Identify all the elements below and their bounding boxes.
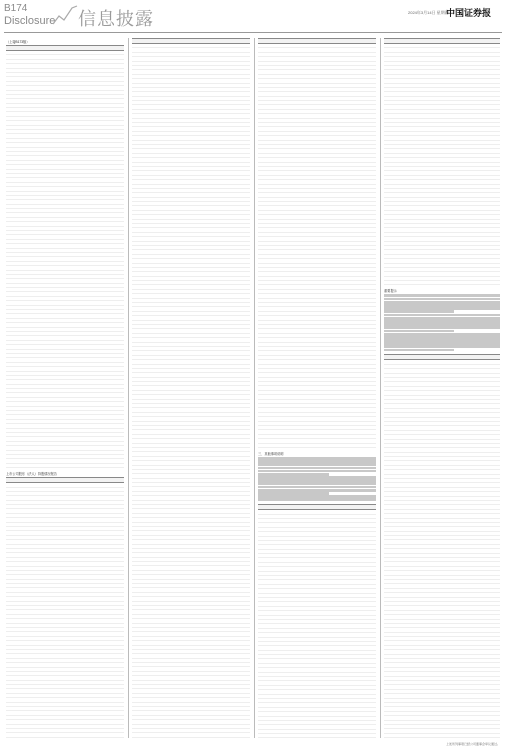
table-body <box>258 44 376 448</box>
issue-date: 2024年3月14日 星期四 <box>408 10 449 15</box>
column-divider <box>380 38 381 738</box>
table-row <box>384 281 500 285</box>
column-1-section-title: 上市公司股东（法人）持股情况报告 <box>6 472 57 477</box>
column-divider <box>254 38 255 738</box>
column-1 <box>6 38 124 738</box>
column-2 <box>132 38 250 738</box>
paragraph-block <box>384 294 500 351</box>
column-4 <box>384 38 500 738</box>
table-body <box>6 483 124 738</box>
table-body <box>384 44 500 285</box>
newspaper-masthead: 中国证券报 <box>446 9 492 19</box>
column-divider <box>128 38 129 738</box>
column-3-section-title: 三、其他事项说明 <box>258 451 284 456</box>
table-body <box>384 360 500 738</box>
column-4-section-title: 重要提示 <box>384 289 397 294</box>
column-1-continuation: （上接B173版） <box>6 40 30 44</box>
table-body <box>132 44 250 738</box>
column-3 <box>258 38 376 738</box>
paragraph-block <box>258 457 376 501</box>
table-row <box>258 444 376 448</box>
text-line <box>258 498 376 501</box>
table-body <box>6 51 124 468</box>
section-title: 信息披露 <box>78 9 154 30</box>
page-footer: 上述所列事项已经公司董事会审议通过。 <box>445 742 500 746</box>
section-english-title: Disclosure <box>4 15 56 27</box>
table-row <box>6 464 124 468</box>
trend-line-icon <box>52 4 78 26</box>
table-body <box>258 510 376 738</box>
page-number: B174 <box>4 3 28 14</box>
table-row <box>258 734 376 738</box>
header-divider <box>4 32 502 33</box>
text-line <box>384 349 454 352</box>
page-header <box>0 0 506 36</box>
